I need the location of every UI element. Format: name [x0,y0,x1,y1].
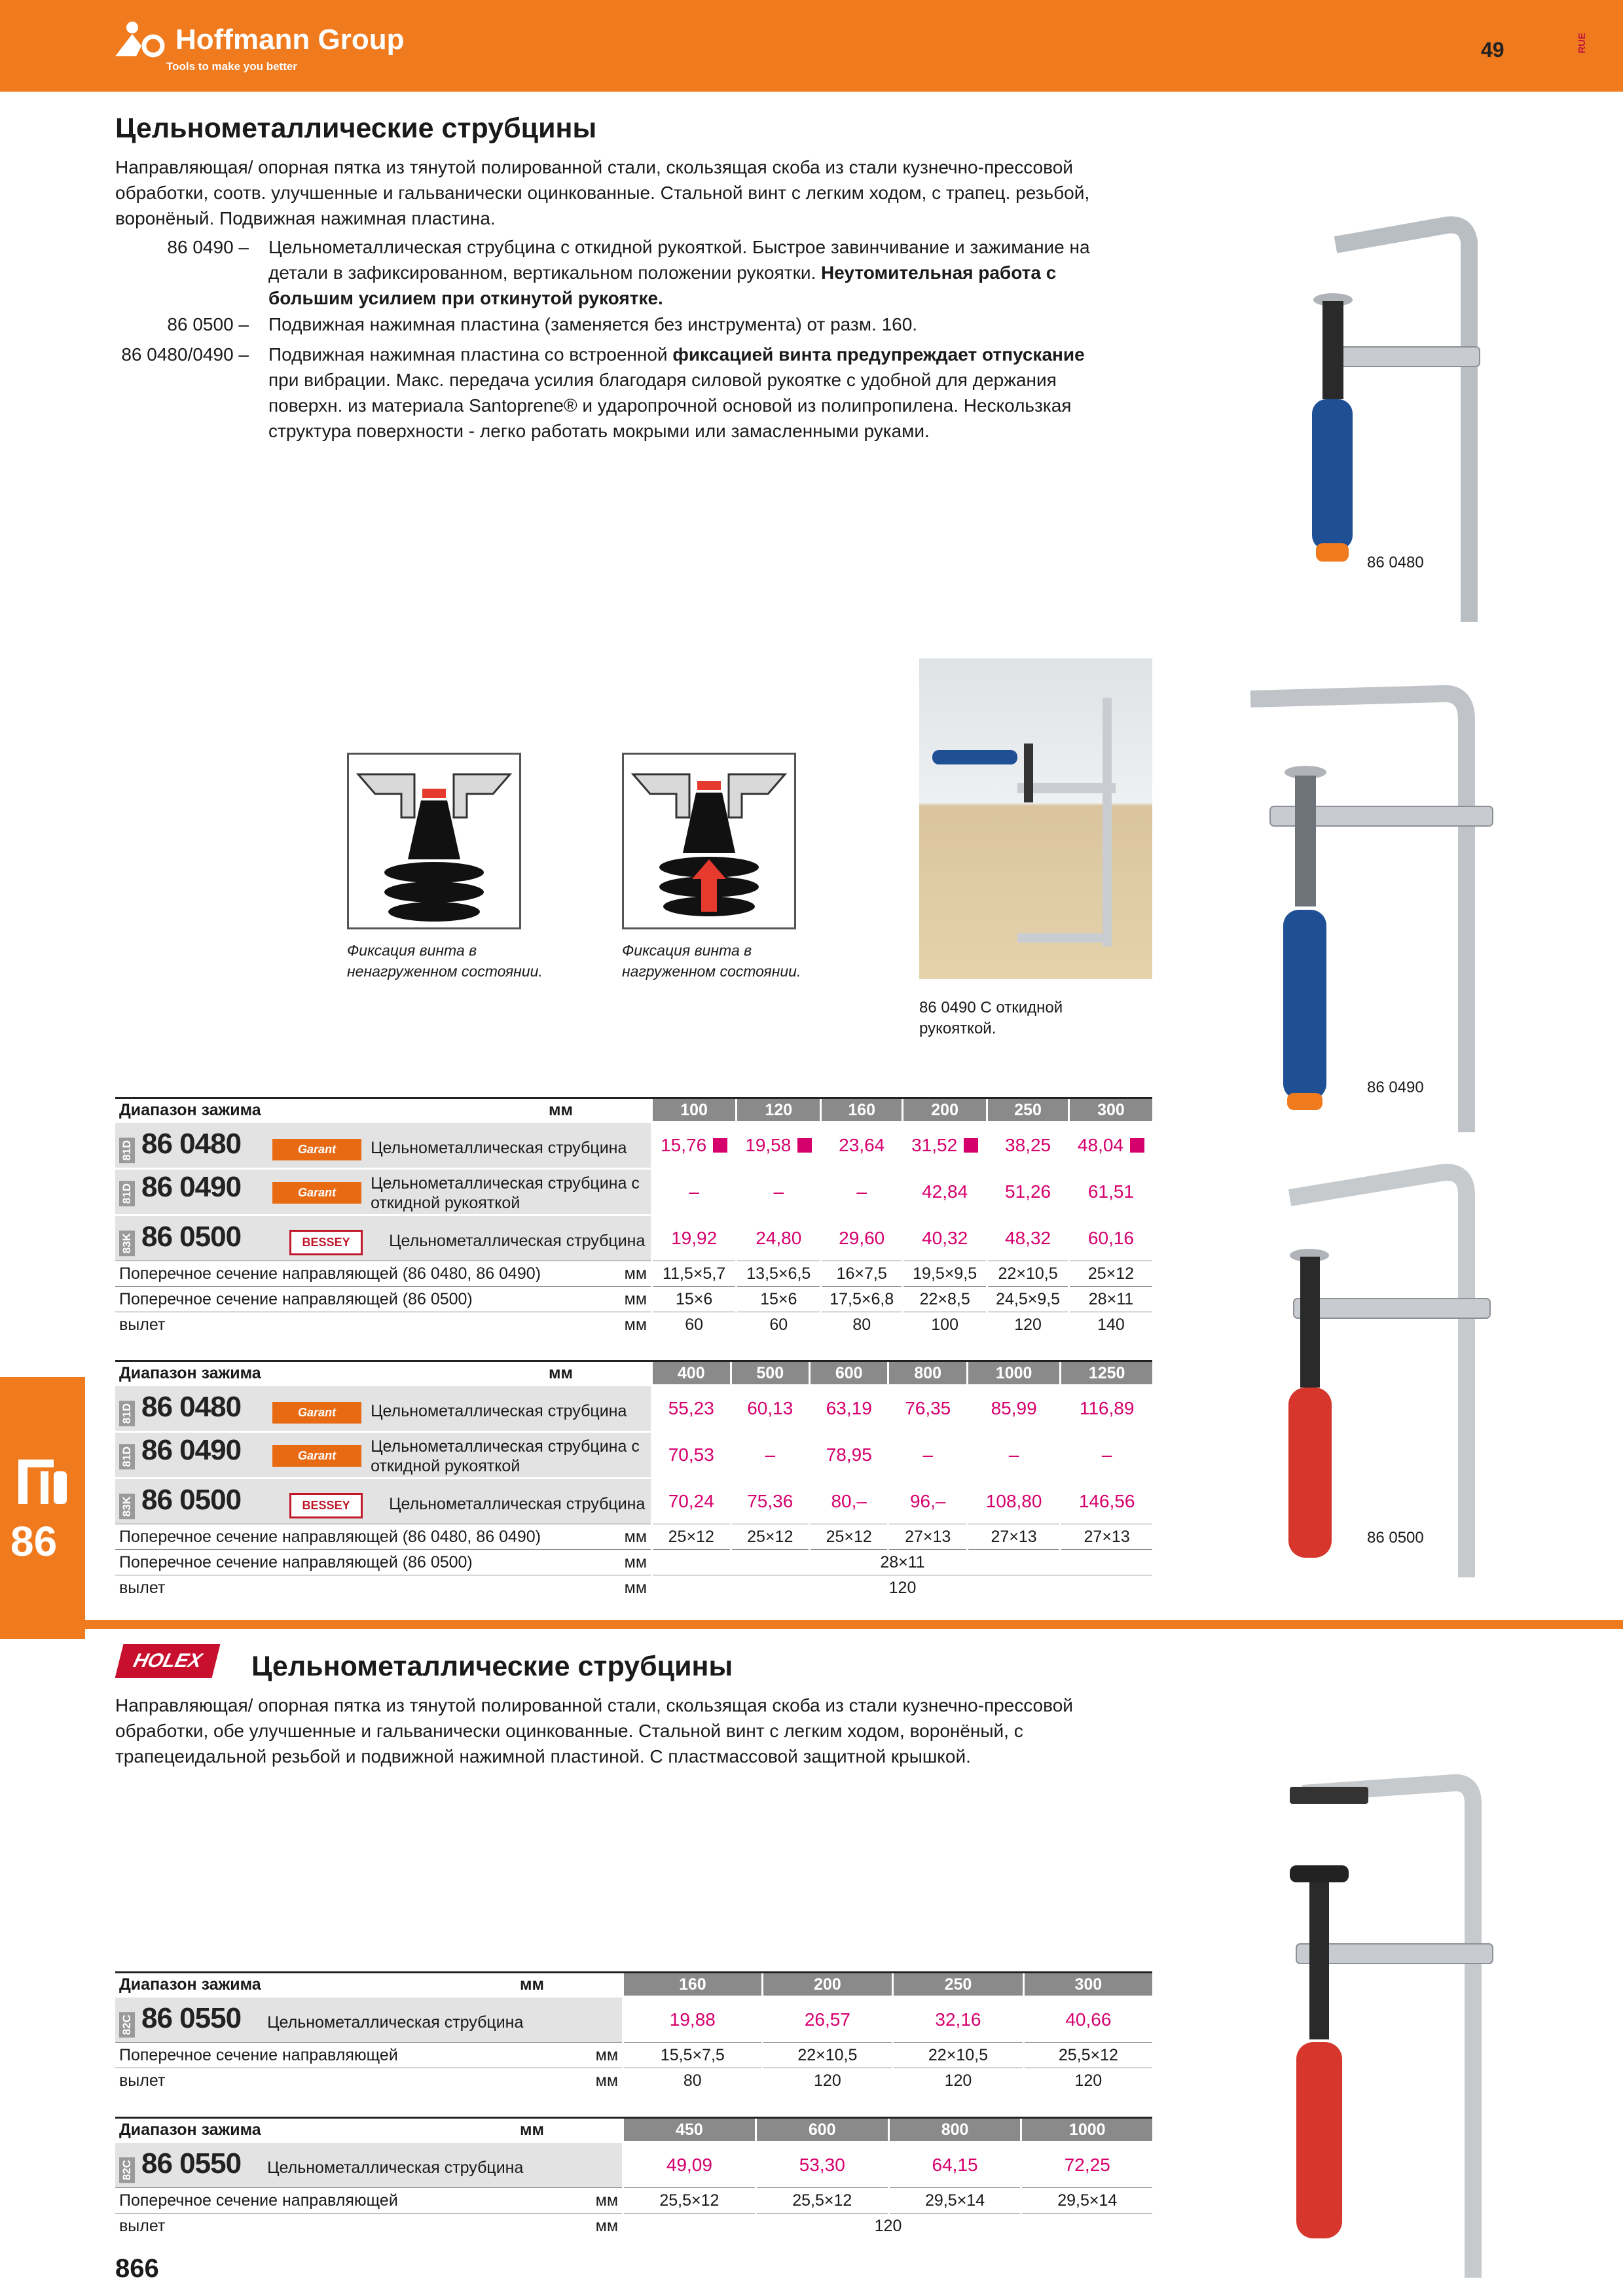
article-number[interactable]: 86 0480 [141,1390,242,1423]
note-code: 86 0490 – [167,237,249,257]
note-text-bold: фиксацией винта предупреждает отпускание [672,344,1085,365]
spec-unit: мм [516,2188,623,2214]
marker-icon [713,1138,727,1153]
unit: мм [545,1361,652,1386]
price-cell: 48,32 [987,1215,1069,1261]
product-name: Цельнометаллическая струбцина [389,1231,646,1250]
group-code: 83K [119,1494,135,1519]
note-text [268,234,1120,311]
note-text-bold: Неутомительная работа с большим усилием при откинутой рукоятке. [268,262,1057,308]
price-cell: 78,95 [810,1432,888,1479]
price-cell: – [652,1169,737,1215]
note-code: 86 0480/0490 – [121,344,249,365]
group-code: 81D [119,1401,135,1426]
price-cell: 80,– [810,1479,888,1524]
article-number[interactable]: 86 0500 [141,1483,242,1516]
spec-unit: мм [516,2043,623,2068]
screw-lock-loaded-figure [622,753,796,929]
size-cell: 250 [893,1973,1024,1997]
size-cell: 120 [737,1098,821,1122]
spec-value: 22×8,5 [903,1287,987,1312]
group-code: 82C [119,2157,135,2183]
section2-description: Направляющая/ опорная пятка из тянутой полированной стали, скользящая скоба из стали кузнечно-прессовой обработки, обе улучшенные и гальванически оцинкованные. Стальной винт с легким ходом, воронёный, с трапецеидальной резьбой и подвижной нажимной пластиной. С пластмассовой защитной крышкой. [115,1695,1073,1767]
price-cell: 53,30 [756,2142,888,2188]
spec-label: вылет [115,1575,545,1601]
group-code: 81D [119,1444,135,1469]
spec-unit: мм [545,1261,652,1287]
spec-label: Поперечное сечение направляющей [115,2188,516,2214]
size-cell: 160 [623,1973,763,1997]
price-table-2a [115,1971,1152,2093]
page-number-bottom: 866 [115,2254,159,2283]
photo-caption: 86 0490 С откидной рукояткой. [919,999,1063,1037]
size-cell: 100 [652,1098,737,1122]
price-cell: 29,60 [821,1215,903,1261]
note-text: Подвижная нажимная пластина (заменяется без инструмента) от разм. 160. [268,314,918,334]
note-text-plain: Подвижная нажимная пластина со встроенной [268,344,668,365]
spec-value: 28×11 [1068,1287,1152,1312]
spec-unit: мм [545,1312,652,1338]
clamp-860500-image [1264,1158,1519,1577]
section1-description: Направляющая/ опорная пятка из тянутой полированной стали, скользящая скоба из стали кузнечно-прессовой обработки, соотв. улучшенные и гальванически оцинкованные. Стальной винт с легким ходом, с трапец. резьбой, воронёный. Подвижная нажимная пластина. [115,157,1090,228]
screw-lock-unloaded-figure [347,753,521,929]
spec-value-merged: 28×11 [652,1550,1152,1575]
price-cell: 116,89 [1061,1386,1152,1432]
size-cell: 1000 [967,1361,1060,1386]
price-cell: 49,09 [623,2142,756,2188]
spec-value: 11,5×5,7 [652,1261,737,1287]
spec-row [115,2043,1152,2068]
spec-value: 140 [1068,1312,1152,1338]
price-cell: 85,99 [967,1386,1060,1432]
note-text-plain: Цельнометаллическая струбцина с откидной рукояткой. Быстрое завинчивание и зажимание на детали в зафиксированном, вертикальном положении рукоятки. [268,237,1090,283]
spec-unit: мм [545,1287,652,1312]
spec-value: 15,5×7,5 [623,2043,763,2068]
spec-unit: мм [516,2214,623,2239]
holex-logo: HOLEX [115,1644,221,1678]
garant-logo: Garant [272,1445,361,1467]
price-cell: 15,76 [652,1122,737,1169]
marker-icon [797,1138,812,1153]
unit: мм [516,1973,623,1997]
size-cell: 800 [888,2118,1021,2142]
size-cell: 400 [652,1361,731,1386]
price-cell: 26,57 [762,1997,893,2043]
spec-value: 25,5×12 [1023,2043,1152,2068]
price-cell: 64,15 [888,2142,1021,2188]
spec-value: 22×10,5 [762,2043,893,2068]
spec-label: Поперечное сечение направляющей (86 0480, 86 0490) [115,1524,545,1550]
spec-value: 100 [903,1312,987,1338]
group-code: 83K [119,1230,135,1256]
group-code: 82C [119,2012,135,2037]
price-cell: 19,58 [737,1122,821,1169]
article-notes [0,234,1178,444]
garant-logo: Garant [272,1402,361,1424]
price-cell: 76,35 [888,1386,967,1432]
spec-value: 25×12 [810,1524,888,1550]
spec-row [115,1312,1152,1338]
spec-value: 120 [893,2068,1024,2094]
spec-value: 80 [623,2068,763,2094]
marker-icon [1130,1138,1144,1153]
price-table-2b [115,2117,1152,2238]
hoffmann-logo-icon [113,20,173,58]
product-name: Цельнометаллическая струбцина [389,1494,646,1513]
spec-value-merged: 120 [652,1575,1152,1601]
size-cell: 1250 [1061,1361,1152,1386]
size-cell: 250 [987,1098,1069,1122]
clamp-860480-image [1283,216,1499,635]
price-cell: 31,52 [903,1122,987,1169]
brand-name: Hoffmann Group [175,24,405,56]
unit: мм [545,1098,652,1122]
price-cell: 23,64 [821,1122,903,1169]
range-label: Диапазон зажима [115,2118,516,2142]
section2-title: Цельнометаллические струбцины [251,1651,733,1682]
size-cell: 200 [762,1973,893,1997]
spec-value: 60 [737,1312,821,1338]
product-name: Цельнометаллическая струбцина [267,2158,524,2177]
article-number[interactable]: 86 0490 [141,1433,242,1466]
spec-value: 25,5×12 [623,2188,756,2214]
spec-value: 15×6 [652,1287,737,1312]
size-cell: 1000 [1021,2118,1152,2142]
spec-value: 17,5×6,8 [821,1287,903,1312]
size-cell: 300 [1023,1973,1152,1997]
price-cell: – [737,1169,821,1215]
spec-value: 27×13 [888,1524,967,1550]
price-cell: 48,04 [1068,1122,1152,1169]
price-cell: 42,84 [903,1169,987,1215]
spec-row [115,1524,1152,1550]
table-row [115,1386,1152,1432]
spec-row [115,2188,1152,2214]
price-cell: – [1061,1432,1152,1479]
spec-value: 25,5×12 [756,2188,888,2214]
screw-lock-loaded-icon [624,755,794,927]
spec-value: 24,5×9,5 [987,1287,1069,1312]
spec-value: 22×10,5 [893,2043,1024,2068]
image-label: 86 0490 [1367,1079,1424,1096]
price-cell: 96,– [888,1479,967,1524]
spec-value: 13,5×6,5 [737,1261,821,1287]
price-cell: 70,53 [652,1432,731,1479]
spec-value: 29,5×14 [1021,2188,1152,2214]
product-name: Цельнометаллическая струбцина [267,2013,524,2032]
spec-label: вылет [115,1312,545,1338]
group-code: 81D [119,1138,135,1163]
spec-value: 60 [652,1312,737,1338]
spec-label: Поперечное сечение направляющей (86 0480, 86 0490) [115,1261,545,1287]
price-cell: 108,80 [967,1479,1060,1524]
clamp-860490-image [1244,661,1519,1139]
product-name: Цельнометаллическая струбцина с откидной рукояткой [371,1437,640,1476]
clamp-860550-image [1283,1767,1512,2278]
price-cell: 51,26 [987,1169,1069,1215]
spec-row [115,1575,1152,1601]
article-number[interactable]: 86 0480 [141,1127,242,1160]
spec-unit: мм [545,1575,652,1601]
table-row [115,1169,1152,1215]
price-table-1b [115,1360,1152,1600]
spec-value: 120 [1023,2068,1152,2094]
price-cell: 19,92 [652,1215,737,1261]
spec-value: 19,5×9,5 [903,1261,987,1287]
table-row [115,1122,1152,1169]
spec-value: 25×12 [652,1524,731,1550]
spec-row [115,1261,1152,1287]
size-cell: 160 [821,1098,903,1122]
table-row [115,1997,1152,2043]
spec-value: 120 [987,1312,1069,1338]
product-name: Цельнометаллическая струбцина [371,1138,627,1157]
table-row [115,1432,1152,1479]
price-cell: – [821,1169,903,1215]
size-cell: 800 [888,1361,967,1386]
spec-value: 27×13 [967,1524,1060,1550]
price-cell: 60,16 [1068,1215,1152,1261]
spec-value: 80 [821,1312,903,1338]
price-cell: 55,23 [652,1386,731,1432]
table-row [115,2142,1152,2188]
spec-value: 27×13 [1061,1524,1152,1550]
spec-value: 22×10,5 [987,1261,1069,1287]
table-row [115,1215,1152,1261]
bessey-logo: BESSEY [289,1493,363,1518]
price-cell: – [888,1432,967,1479]
spec-value: 15×6 [737,1287,821,1312]
spec-value: 16×7,5 [821,1261,903,1287]
section-divider [0,1620,1623,1629]
bessey-logo: BESSEY [289,1230,363,1255]
lock-caption-loaded: Фиксация винта в нагруженном состоянии. [622,942,801,980]
image-label: 86 0500 [1367,1529,1424,1547]
price-cell: – [967,1432,1060,1479]
group-code: 81D [119,1181,135,1206]
brand-tagline: Tools to make you better [166,60,297,73]
note-code: 86 0500 – [167,314,249,334]
spec-label: Поперечное сечение направляющей (86 0500) [115,1287,545,1312]
image-label: 86 0480 [1367,554,1424,571]
price-cell: 40,32 [903,1215,987,1261]
spec-unit: мм [545,1550,652,1575]
spec-label: Поперечное сечение направляющей [115,2043,516,2068]
side-code: RUE [1577,33,1588,54]
spec-label: Поперечное сечение направляющей (86 0500) [115,1550,545,1575]
article-number[interactable]: 86 0550 [141,2147,242,2179]
screw-lock-unloaded-icon [349,755,519,927]
chapter-number: 86 [10,1518,58,1565]
page-number-top: 49 [1481,38,1504,62]
spec-row [115,1550,1152,1575]
spec-row [115,2068,1152,2094]
product-name: Цельнометаллическая струбцина [371,1401,627,1420]
price-cell: 61,51 [1068,1169,1152,1215]
size-cell: 300 [1068,1098,1152,1122]
spec-value: 120 [762,2068,893,2094]
price-cell: 38,25 [987,1122,1069,1169]
spec-value-merged: 120 [623,2214,1153,2239]
clamp-chapter-icon [14,1456,71,1508]
price-cell: 60,13 [731,1386,809,1432]
range-label: Диапазон зажима [115,1973,516,1997]
size-cell: 600 [810,1361,888,1386]
note-text-tail: при вибрации. Макс. передача усилия благодаря силовой рукоятке с удобной для держания поверхн. из материала Santoprene® и ударопрочной основой из полипропилена. Нескользкая структура поверхности - легко работать мокрыми или замасленными руками. [268,370,1072,441]
size-cell: 450 [623,2118,756,2142]
note-text [268,342,1120,444]
price-cell: 75,36 [731,1479,809,1524]
garant-logo: Garant [272,1139,361,1160]
spec-label: вылет [115,2068,516,2094]
size-cell: 500 [731,1361,809,1386]
price-cell: 72,25 [1021,2142,1152,2188]
range-label: Диапазон зажима [115,1098,545,1122]
spec-value: 25×12 [731,1524,809,1550]
size-cell: 600 [756,2118,888,2142]
article-number[interactable]: 86 0500 [141,1220,242,1253]
clamp-photo-icon [919,658,1152,979]
marker-icon [964,1138,978,1153]
spec-row [115,2214,1152,2239]
price-cell: 19,88 [623,1997,763,2043]
price-cell: 32,16 [893,1997,1024,2043]
section1-title: Цельнометаллические струбцины [115,113,597,144]
chapter-tab [0,1377,85,1639]
price-cell: 70,24 [652,1479,731,1524]
spec-value: 25×12 [1068,1261,1152,1287]
price-cell: 24,80 [737,1215,821,1261]
product-name: Цельнометаллическая струбцина с откидной рукояткой [371,1174,640,1213]
price-cell: – [731,1432,809,1479]
spec-value: 29,5×14 [888,2188,1021,2214]
price-cell: 63,19 [810,1386,888,1432]
price-cell: 146,56 [1061,1479,1152,1524]
clamp-in-use-photo [919,658,1152,979]
unit: мм [516,2118,623,2142]
spec-unit: мм [545,1524,652,1550]
article-number[interactable]: 86 0490 [141,1170,242,1203]
spec-unit: мм [516,2068,623,2094]
article-number[interactable]: 86 0550 [141,2001,242,2034]
spec-row [115,1287,1152,1312]
lock-caption-unloaded: Фиксация винта в ненагруженном состоянии. [347,942,543,980]
range-label: Диапазон зажима [115,1361,545,1386]
table-row [115,1479,1152,1524]
spec-label: вылет [115,2214,516,2239]
size-cell: 200 [903,1098,987,1122]
garant-logo: Garant [272,1182,361,1204]
price-table-1a [115,1097,1152,1337]
price-cell: 40,66 [1023,1997,1152,2043]
